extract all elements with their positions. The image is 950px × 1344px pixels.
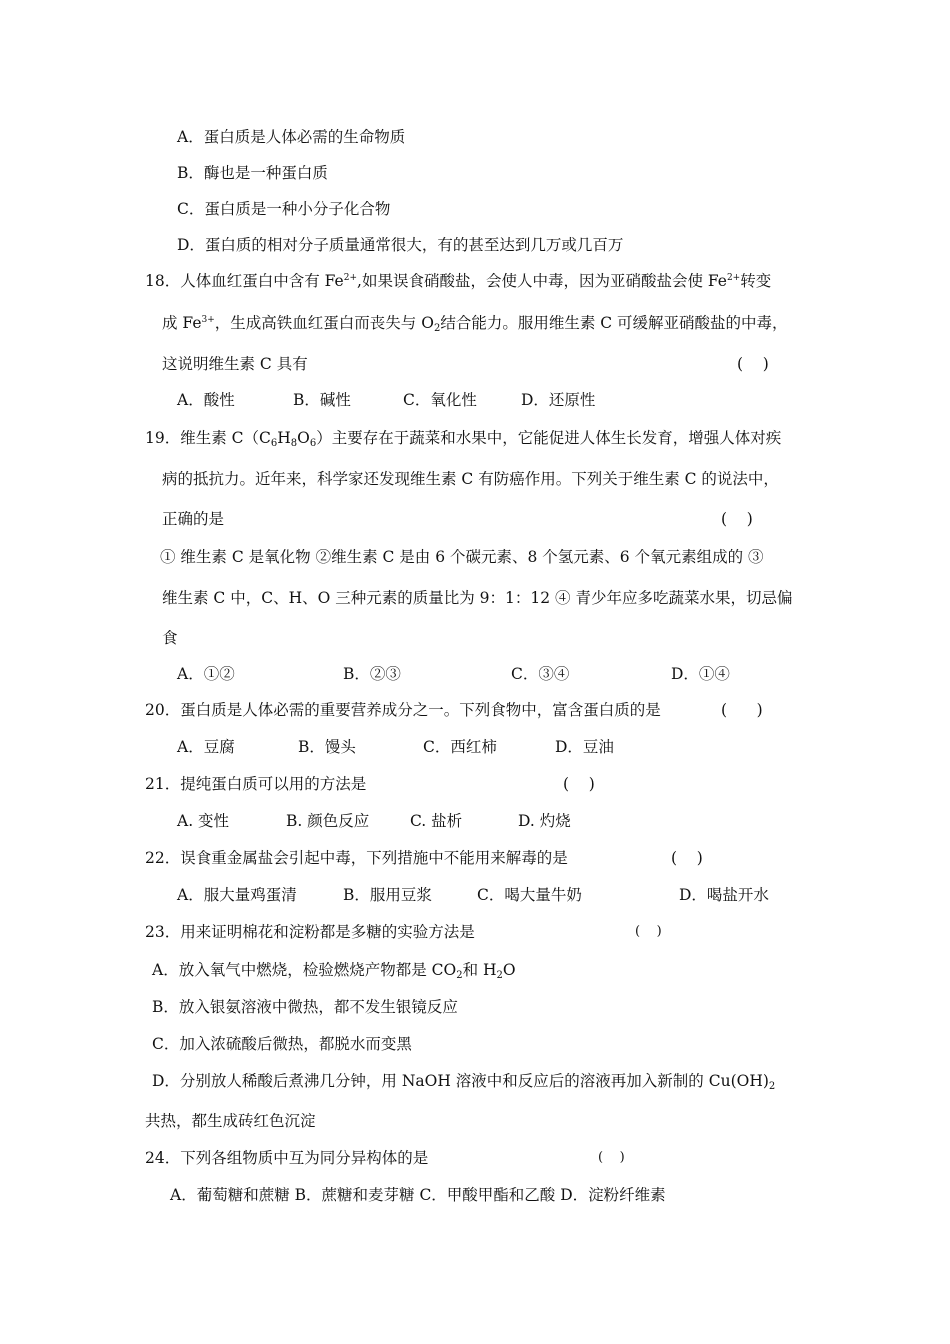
q24-options: A．葡萄糖和蔗糖 B．蔗糖和麦芽糖 C．甲酸甲酯和乙酸 D．淀粉纤维素: [170, 1186, 666, 1204]
q19-statements-line2: 维生素 C 中，C、H、O 三种元素的质量比为 9：1：12 ④ 青少年应多吃蔬菜水果，切忌偏: [162, 589, 793, 607]
q23-option-a: A．放入氧气中燃烧，检验燃烧产物都是 $CO_2$和 $H_2O$: [152, 961, 516, 981]
q22-option-b: B．服用豆浆: [343, 886, 432, 904]
q18-option-a: A．酸性: [177, 391, 235, 409]
q18-option-d: D．还原性: [521, 391, 596, 409]
q18-option-c: C．氧化性: [403, 391, 477, 409]
q24-answer-paren[interactable]: ( ): [598, 1150, 625, 1165]
q19-statements-line3: 食: [162, 629, 178, 647]
q19-stem-line3: 正确的是: [162, 510, 225, 528]
q22-option-a: A．服大量鸡蛋清: [177, 886, 297, 904]
q19-option-d: D．①④: [671, 665, 730, 683]
q19-option-b: B．②③: [343, 665, 401, 683]
q23-option-b: B．放入银氨溶液中微热，都不发生银镜反应: [152, 998, 458, 1016]
q21-stem: 21．提纯蛋白质可以用的方法是: [145, 775, 367, 793]
q20-stem: 20．蛋白质是人体必需的重要营养成分之一。下列食物中，富含蛋白质的是: [145, 701, 661, 719]
q23-stem: 23．用来证明棉花和淀粉都是多糖的实验方法是: [145, 923, 475, 941]
q22-answer-paren[interactable]: ( ): [671, 849, 703, 867]
q20-option-c: C．西红柿: [423, 738, 497, 756]
q21-answer-paren[interactable]: ( ): [563, 775, 595, 793]
q20-option-a: A．豆腐: [177, 738, 235, 756]
q24-stem: 24．下列各组物质中互为同分异构体的是: [145, 1149, 429, 1167]
q20-option-b: B．馒头: [298, 738, 356, 756]
q19-option-c: C．③④: [511, 665, 570, 683]
q21-option-c: C. 盐析: [410, 812, 463, 830]
q18-stem-line1: 18．人体血红蛋白中含有 $Fe^{2+}$,如果误食硝酸盐，会使人中毒，因为亚硝酸盐会使 $Fe^{2+}$转变: [145, 272, 772, 290]
q19-option-a: A．①②: [177, 665, 235, 683]
q23-option-c: C．加入浓硫酸后微热，都脱水而变黑: [152, 1035, 412, 1053]
q17-option-d: D．蛋白质的相对分子质量通常很大，有的甚至达到几万或几百万: [177, 236, 624, 254]
q17-option-b: B．酶也是一种蛋白质: [177, 164, 328, 182]
q19-stem-line2: 病的抵抗力。近年来，科学家还发现维生素 C 有防癌作用。下列关于维生素 C 的说法中，: [162, 470, 779, 488]
q22-stem: 22．误食重金属盐会引起中毒，下列措施中不能用来解毒的是: [145, 849, 568, 867]
q18-answer-paren[interactable]: ( ): [737, 355, 769, 373]
q21-option-a: A. 变性: [177, 812, 230, 830]
q23-answer-paren[interactable]: ( ): [635, 924, 662, 939]
q21-option-b: B. 颜色反应: [286, 812, 370, 830]
q17-option-a: A．蛋白质是人体必需的生命物质: [177, 128, 406, 146]
q20-option-d: D．豆油: [555, 738, 614, 756]
q19-statements-line1: ① 维生素 C 是氧化物 ②维生素 C 是由 6 个碳元素、8 个氢元素、6 个氧元素组成的 ③: [160, 548, 764, 566]
q18-stem-line2: 成 $Fe^{3+}$，生成高铁血红蛋白而丧失与 $O_2$结合能力。服用维生素 C 可缓解亚硝酸盐的中毒，: [162, 314, 788, 334]
q19-stem-line1: 19．维生素 $C(C_6H_8O_6)$主要存在于蔬菜和水果中，它能促进人体生长发育，增强人体对疾: [145, 429, 782, 449]
q20-answer-paren[interactable]: ( ): [721, 701, 763, 719]
q23-option-d-line2: 共热，都生成砖红色沉淀: [145, 1112, 316, 1130]
q23-option-d-line1: D．分别放人稀酸后煮沸几分钟，用 NaOH 溶液中和反应后的溶液再加入新制的 $Cu(OH)_2$: [152, 1072, 776, 1092]
q22-option-c: C．喝大量牛奶: [477, 886, 582, 904]
q18-option-b: B．碱性: [293, 391, 351, 409]
q19-answer-paren[interactable]: ( ): [721, 510, 753, 528]
q18-stem-line3: 这说明维生素 C 具有: [162, 355, 308, 373]
q17-option-c: C．蛋白质是一种小分子化合物: [177, 200, 391, 218]
q21-option-d: D. 灼烧: [518, 812, 571, 830]
q22-option-d: D．喝盐开水: [679, 886, 769, 904]
